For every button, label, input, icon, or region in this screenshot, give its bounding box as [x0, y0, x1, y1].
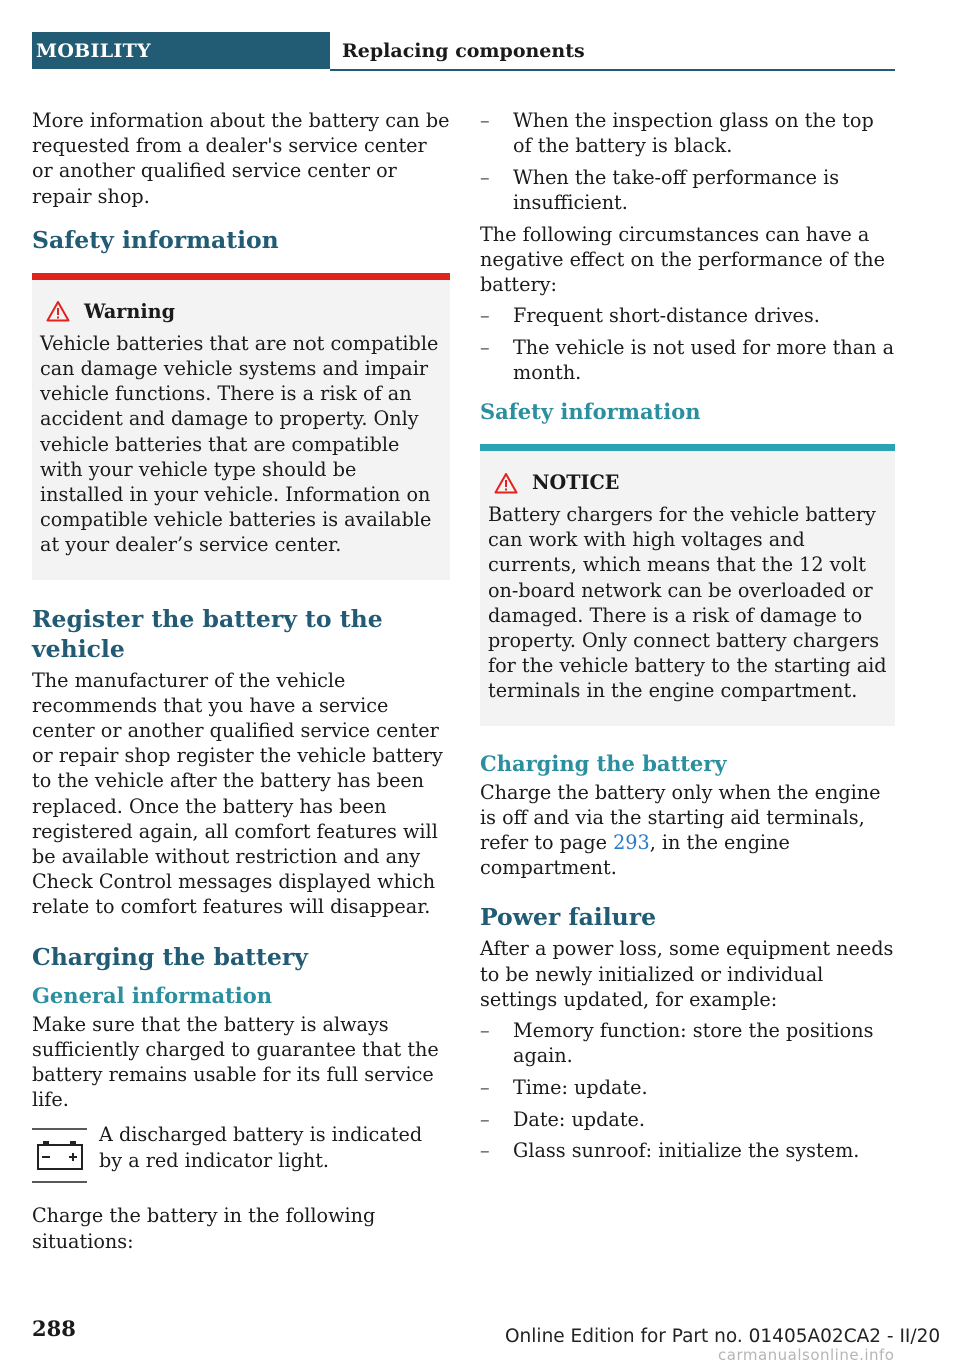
- notice-box: [480, 444, 895, 726]
- notice-text: Battery chargers for the vehicle battery can work with high voltages and currents, which means that the 12 volt on-board network can be overloaded or damaged. There is a risk of damage to property. Only connect battery chargers for the vehicle battery to the starting aid terminals in the engine compartment.: [488, 503, 887, 703]
- battery-indicator-icon: [32, 1128, 87, 1183]
- charging-heading: Charging the battery: [32, 942, 308, 971]
- header-section-label: MOBILITY: [32, 32, 330, 69]
- intro-paragraph: More information about the battery can be requested from a dealer's service center or another qualified service center or repair shop.: [32, 109, 450, 208]
- warning-text: Vehicle batteries that are not compatible can damage vehicle systems and impair vehicle functions. There is a risk of an accident and damage to property. Only vehicle batteries that are compatible with your vehicle type should be installed in your vehicle. Information on compatible vehicle batteries is available at your dealer’s service center.: [40, 331, 439, 557]
- list-item: – Glass sunroof: initialize the system.: [480, 1138, 895, 1163]
- notice-label: NOTICE: [532, 471, 620, 495]
- page-link-293[interactable]: 293: [613, 831, 650, 855]
- notice-header: [494, 471, 887, 494]
- power-failure-paragraph: After a power loss, some equipment needs to be newly initialized or individual settings updated, for example:: [480, 937, 894, 1011]
- charging-text-after: , in the engine compartment.: [480, 831, 790, 880]
- situations-list: [480, 108, 895, 215]
- warning-box: [32, 273, 450, 580]
- general-info-heading: General information: [32, 982, 273, 1008]
- list-item: – The vehicle is not used for more than a month.: [480, 335, 895, 385]
- list-item: – Time: update.: [480, 1075, 895, 1100]
- charging-paragraph: [480, 780, 895, 881]
- charging-subheading: Charging the battery: [480, 750, 727, 776]
- circumstances-intro: The following circumstances can have a negative effect on the performance of the battery:: [480, 222, 886, 297]
- page-number: 288: [32, 1316, 76, 1341]
- circumstances-list: [480, 303, 895, 385]
- warning-header: [46, 300, 442, 323]
- indicator-row: [32, 1122, 450, 1183]
- safety-subheading: Safety information: [480, 399, 701, 425]
- left-column: [32, 108, 450, 1254]
- warning-triangle-icon: [46, 300, 70, 322]
- edition-note: Online Edition for Part no. 01405A02CA2 - II/20: [505, 1326, 941, 1347]
- list-item: – Date: update.: [480, 1107, 895, 1132]
- power-failure-heading: Power failure: [480, 903, 657, 932]
- general-info-paragraph: Make sure that the battery is always sufficiently charged to guarantee that the battery remains usable for its full service life.: [32, 1012, 439, 1112]
- list-item: – Memory function: store the positions again.: [480, 1018, 895, 1068]
- page-header: [32, 32, 895, 71]
- warning-label: Warning: [84, 299, 176, 323]
- list-item: – When the inspection glass on the top of the battery is black.: [480, 108, 895, 158]
- list-item: – When the take-off performance is insufficient.: [480, 165, 895, 215]
- right-column: [480, 108, 895, 1170]
- list-item: – Frequent short-distance drives.: [480, 303, 895, 328]
- watermark: carmanualsonline.info: [718, 1346, 895, 1364]
- safety-heading: Safety information: [32, 225, 279, 254]
- situations-intro: Charge the battery in the following situations:: [32, 1204, 376, 1253]
- register-paragraph: The manufacturer of the vehicle recommends that you have a service center or another qualified service center or repair shop register the vehicle battery to the vehicle after the battery has been replaced. Once the battery has been registered again, all comfort features will be available without restriction and any Check Control messages displayed which relate to comfort features will disappear.: [32, 668, 443, 919]
- header-title: Replacing components: [342, 40, 585, 62]
- indicator-text: A discharged battery is indicated by a red indicator light.: [99, 1123, 423, 1172]
- charging-text-before: Charge the battery only when the engine is off and via the starting aid terminals, refer to page: [480, 780, 881, 855]
- header-rule: [330, 69, 895, 71]
- power-items-list: [480, 1018, 895, 1164]
- warning-triangle-icon: [494, 472, 518, 494]
- register-heading: Register the battery to the vehicle: [32, 604, 383, 663]
